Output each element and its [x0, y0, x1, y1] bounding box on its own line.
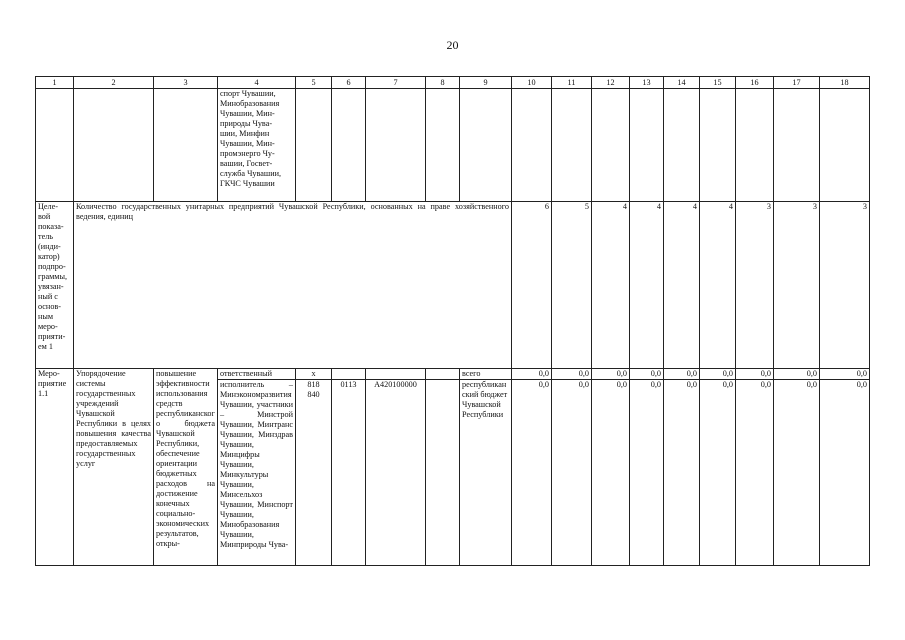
executors-cell: исполнитель – Минэкономразвития Чувашии, участники – Минстрой Чувашии, Минтранс Чувашии, Минздрав Чувашии, Минцифры Чувашии, Минкультуры Чувашии, Минсельхоз Чувашии, Минспорт Чувашии, Минобразования Чувашии, Минприроды Чува- [218, 380, 296, 566]
column-header: 6 [332, 77, 366, 89]
funding-value: 0,0 [592, 369, 630, 380]
executor-label: ответственный [218, 369, 296, 380]
indicator-value: 4 [592, 202, 630, 369]
funding-value: 0,0 [552, 369, 592, 380]
column-header: 13 [630, 77, 664, 89]
column-header: 4 [218, 77, 296, 89]
measure-name: Упорядочение системы государственных учреждений Чувашской Республики в целях повышения качества предоставляемых государственных услуг [74, 369, 154, 566]
header-row [36, 77, 870, 89]
cell: 818 840 [296, 380, 332, 566]
funding-value: 0,0 [512, 369, 552, 380]
funding-value: 0,0 [700, 380, 736, 566]
funding-value: 0,0 [630, 369, 664, 380]
funding-value: 0,0 [592, 380, 630, 566]
column-header: 7 [366, 77, 426, 89]
cell: x [296, 369, 332, 380]
column-header: 15 [700, 77, 736, 89]
indicator-value: 3 [820, 202, 870, 369]
funding-value: 0,0 [552, 380, 592, 566]
funding-value: 0,0 [736, 380, 774, 566]
funding-value: 0,0 [512, 380, 552, 566]
cell: республиканский бюджет Чувашской Республики [460, 380, 512, 566]
column-header: 18 [820, 77, 870, 89]
funding-value: 0,0 [736, 369, 774, 380]
row-label: Целе- вой показа- тель (инди- катор) подпро- граммы, увязан- ный с основ- ным меро- прияти- ем 1 [36, 202, 74, 369]
column-header: 10 [512, 77, 552, 89]
column-header: 8 [426, 77, 460, 89]
column-header: 1 [36, 77, 74, 89]
funding-value: 0,0 [664, 380, 700, 566]
indicator-value: 5 [552, 202, 592, 369]
column-header: 16 [736, 77, 774, 89]
indicator-value: 3 [736, 202, 774, 369]
indicator-text: Количество государственных унитарных предприятий Чувашской Республики, основанных на праве хозяйственного ведения, единиц [74, 202, 512, 369]
funding-value: 0,0 [700, 369, 736, 380]
cell: 0113 [332, 380, 366, 566]
target-indicator-row [36, 202, 870, 369]
indicator-value: 3 [774, 202, 820, 369]
funding-value: 0,0 [774, 369, 820, 380]
column-header: 3 [154, 77, 218, 89]
indicator-value: 4 [664, 202, 700, 369]
program-table [35, 76, 870, 566]
column-header: 12 [592, 77, 630, 89]
row-label: Меро- приятие 1.1 [36, 369, 74, 566]
measure-goal: повышение эффективности использования средств республиканского бюджета Чувашской Республики, обеспечение ориентации бюджетных расходов на достижение конечных социально-экономических результатов, откры- [154, 369, 218, 566]
measure-row-top [36, 369, 870, 380]
indicator-value: 6 [512, 202, 552, 369]
funding-value: 0,0 [820, 380, 870, 566]
column-header: 9 [460, 77, 512, 89]
cell: А420100000 [366, 380, 426, 566]
indicator-value: 4 [700, 202, 736, 369]
executors-cell: спорт Чувашии, Минобразования Чувашии, Мин- природы Чува- шии, Минфин Чувашии, Мин- промэнерго Чу- вашии, Госвет- служба Чувашии, ГКЧС Чувашии [218, 89, 296, 202]
funding-value: 0,0 [774, 380, 820, 566]
column-header: 11 [552, 77, 592, 89]
funding-value: 0,0 [664, 369, 700, 380]
indicator-value: 4 [630, 202, 664, 369]
page-number: 20 [446, 38, 459, 52]
column-header: 5 [296, 77, 332, 89]
column-header: 17 [774, 77, 820, 89]
table-row [36, 89, 870, 202]
cell: всего [460, 369, 512, 380]
funding-value: 0,0 [820, 369, 870, 380]
column-header: 14 [664, 77, 700, 89]
column-header: 2 [74, 77, 154, 89]
funding-value: 0,0 [630, 380, 664, 566]
